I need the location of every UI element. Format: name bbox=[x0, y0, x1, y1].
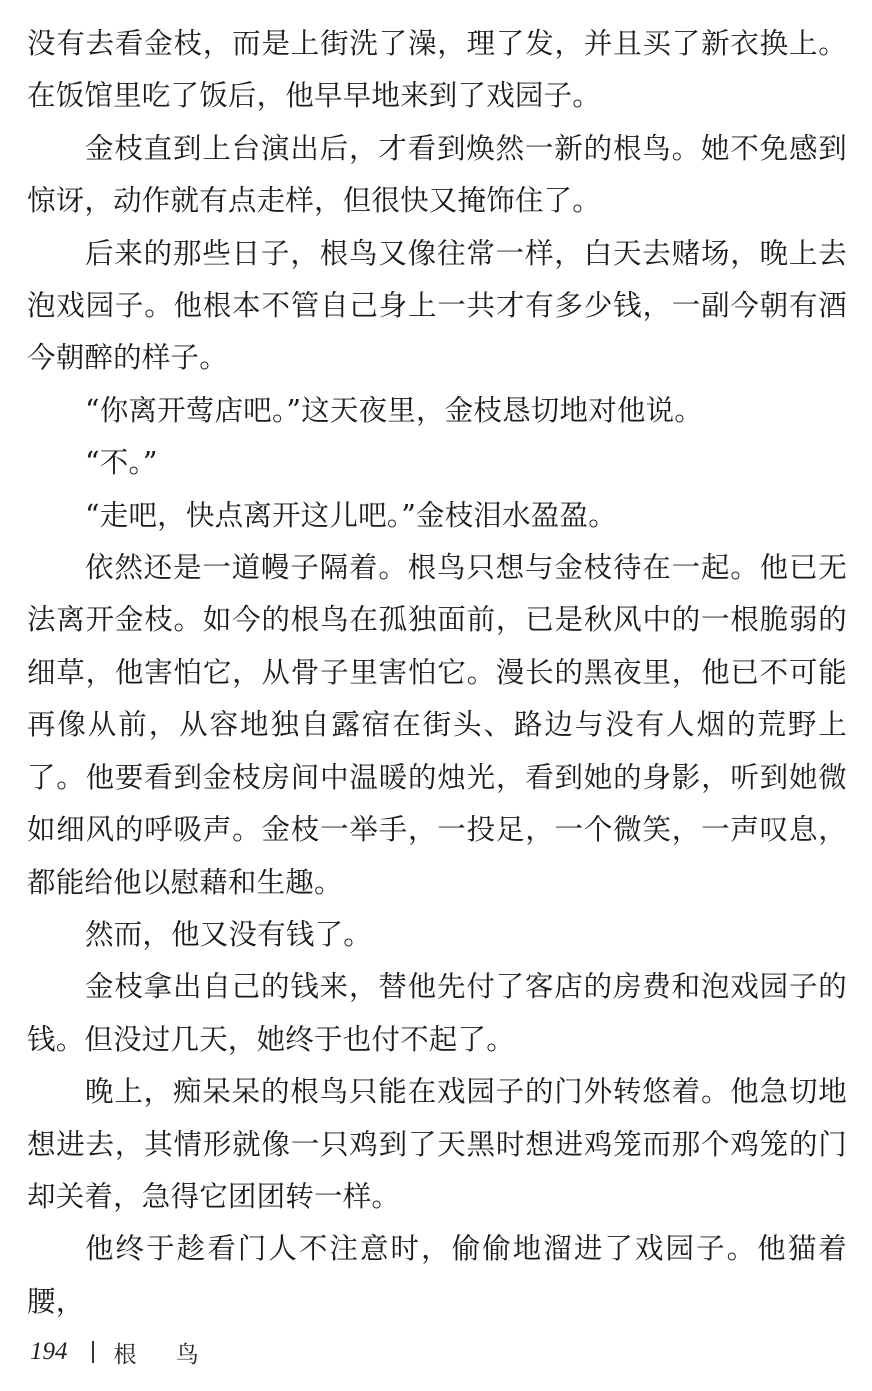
paragraph-11: 他终于趁看门人不注意时，偷偷地溜进了戏园子。他猫着腰， bbox=[27, 1232, 847, 1318]
page-footer bbox=[30, 1332, 215, 1372]
paragraph-6: “走吧，快点离开这儿吧。”金枝泪水盈盈。 bbox=[85, 498, 617, 532]
paragraph-2: 金枝直到上台演出后，才看到焕然一新的根鸟。她不免感到惊讶，动作就有点走样，但很快又掩饰住了。 bbox=[27, 131, 847, 218]
paragraph-4: “你离开莺店吧。”这天夜里，金枝恳切地对他说。 bbox=[85, 393, 703, 427]
paragraph-9: 金枝拿出自己的钱来，替他先付了客店的房费和泡戏园子的钱。但没过几天，她终于也付不起了。 bbox=[27, 970, 847, 1056]
paragraph-1: 没有去看金枝，而是上街洗了澡，理了发，并且买了新衣换上。在饭馆里吃了饭后，他早早地来到了戏园子。 bbox=[27, 27, 847, 113]
running-title: 根 鸟 bbox=[113, 1341, 215, 1368]
paragraph-8: 然而，他又没有钱了。 bbox=[85, 917, 373, 951]
footer-divider bbox=[92, 1341, 94, 1363]
page-number: 194 bbox=[30, 1338, 68, 1365]
paragraph-7: 依然还是一道幔子隔着。根鸟只想与金枝待在一起。他已无法离开金枝。如今的根鸟在孤独面前，已是秋风中的一根脆弱的细草，他害怕它，从骨子里害怕它。漫长的黑夜里，他已不可能再像从前，从容地独自露宿在街头、路边与没有人烟的荒野上了。他要看到金枝房间中温暖的烛光，看到她的身影，听到她微如细风的呼吸声。金枝一举手，一投足，一个微笑，一声叹息，都能给他以慰藉和生趣。 bbox=[27, 551, 847, 899]
paragraph-10: 晚上，痴呆呆的根鸟只能在戏园子的门外转悠着。他急切地想进去，其情形就像一只鸡到了天黑时想进鸡笼而那个鸡笼的门却关着，急得它团团转一样。 bbox=[27, 1075, 847, 1213]
paragraph-5: “不。” bbox=[85, 446, 158, 480]
paragraph-3: 后来的那些日子，根鸟又像往常一样，白天去赌场，晚上去泡戏园子。他根本不管自己身上一共才有多少钱，一副今朝有酒今朝醉的样子。 bbox=[27, 236, 847, 375]
body-text bbox=[27, 18, 847, 1328]
